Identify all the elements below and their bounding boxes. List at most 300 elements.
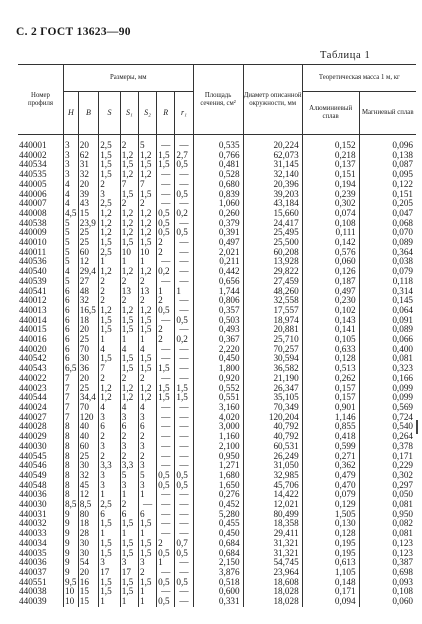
cell-area: 0,806 [193,296,243,306]
cell-mass-mg: 0,108 [359,587,416,597]
cell-r: — [157,510,175,520]
table-row [18,374,416,384]
cell-area: 0,379 [193,219,243,229]
cell-mass-mg: 0,540 [359,422,416,432]
cell-s: 4 [99,403,121,413]
cell-r: 1,5 [157,364,175,374]
table-row [18,141,416,151]
cell-h: 5 [63,248,78,258]
cell-mass-mg: 0,122 [359,180,416,190]
cell-diameter: 32,140 [243,170,302,180]
cell-profile: 440032 [18,519,63,529]
cell-h: 5 [63,238,78,248]
cell-mass-al: 0,152 [302,141,359,151]
cell-b: 40 [78,432,98,442]
cell-s1: 1,5 [120,364,138,374]
cell-diameter: 26,347 [243,384,302,394]
cell-r1: 0,5 [175,578,193,588]
cell-s: 1 [99,257,121,267]
header-dim-s1: S₁ [120,92,138,135]
cell-profile: 440545 [18,452,63,462]
cell-s2: 1,2 [138,170,156,180]
cell-h: 4 [63,180,78,190]
cell-r1: 0,2 [175,335,193,345]
table-row [18,190,416,200]
cell-b: 34,4 [78,393,98,403]
cell-b: 32 [78,471,98,481]
table-row [18,238,416,248]
cell-s2: 1,5 [138,316,156,326]
cell-r: 2 [157,296,175,306]
cell-h: 8 [63,452,78,462]
cell-h: 5 [63,277,78,287]
cell-diameter: 23,964 [243,568,302,578]
cell-s2: 1,2 [138,209,156,219]
cell-r1: — [175,500,193,510]
cell-s1: 2 [120,277,138,287]
table-row [18,558,416,568]
cell-r: 0,5 [157,306,175,316]
cell-mass-mg: 0,151 [359,190,416,200]
cell-diameter: 31,050 [243,461,302,471]
cell-s2: 3 [138,413,156,423]
table-row [18,422,416,432]
cell-mass-al: 0,418 [302,432,359,442]
cell-b: 39 [78,190,98,200]
cell-h: 8 [63,481,78,491]
cell-b: 62 [78,151,98,161]
cell-mass-al: 0,479 [302,471,359,481]
cell-b: 45 [78,481,98,491]
cell-s: 1 [99,529,121,539]
cell-s2: 1,2 [138,306,156,316]
cell-area: 0,367 [193,335,243,345]
cell-r1: — [175,277,193,287]
cell-s: 1,5 [99,238,121,248]
cell-b: 43 [78,199,98,209]
cell-profile: 440542 [18,354,63,364]
cell-mass-al: 0,137 [302,160,359,170]
cell-area: 0,493 [193,325,243,335]
cell-mass-al: 0,157 [302,384,359,394]
cell-diameter: 31,321 [243,539,302,549]
cell-h: 4 [63,199,78,209]
cell-mass-al: 0,108 [302,219,359,229]
cell-r: 1,5 [157,160,175,170]
cell-b: 30 [78,549,98,559]
cell-mass-al: 0,513 [302,364,359,374]
cell-r: — [157,190,175,200]
cell-s1: 6 [120,510,138,520]
cell-h: 8 [63,490,78,500]
cell-h: 8,5 [64,500,77,510]
cell-s: 7 [99,364,121,374]
cell-s1: 1 [120,257,138,267]
cell-r1: 0,5 [175,481,193,491]
cell-b: 25 [78,238,98,248]
cell-s1: 1 [120,597,138,607]
cell-area: 0,552 [193,384,243,394]
cell-h: 6 [63,335,78,345]
cell-s1: 1,2 [120,267,138,277]
cell-b: 25 [78,335,98,345]
cell-profile: 440536 [18,257,63,267]
cell-s2: 4 [138,345,156,355]
cell-diameter: 25,710 [243,335,302,345]
cell-s1: 1,5 [120,519,138,529]
cell-s1: 4 [120,345,138,355]
cell-profile: 440013 [18,306,63,316]
cell-s2: 4 [138,403,156,413]
cell-diameter: 14,422 [243,490,302,500]
cell-profile: 440005 [18,180,63,190]
cell-profile: 440012 [18,296,63,306]
cell-diameter: 60,208 [243,248,302,258]
cell-r1: — [175,219,193,229]
cell-s2: 2 [138,452,156,462]
cell-mass-mg: 0,297 [359,481,416,491]
cell-s: 6 [99,422,121,432]
cell-r1: — [175,510,193,520]
page-header-standard: С. 2 ГОСТ 13623—90 [16,26,131,38]
cell-mass-mg: 0,050 [359,490,416,500]
table-row [18,257,416,267]
cell-area: 0,331 [193,597,243,607]
cell-s2: 1,2 [138,384,156,394]
cell-mass-al: 0,497 [302,287,359,297]
cell-s1: 1,2 [120,151,138,161]
cell-r1: — [175,432,193,442]
cell-mass-mg: 0,087 [359,160,416,170]
cell-area: 2,220 [193,345,243,355]
cell-diameter: 32,558 [243,296,302,306]
cell-diameter: 20,396 [243,180,302,190]
cell-mass-al: 0,157 [302,393,359,403]
header-dim-r1: r₁ [175,92,193,135]
cell-s: 2 [99,432,121,442]
cell-profile: 440548 [18,481,63,491]
cell-h: 6 [63,345,78,355]
cell-s: 1,5 [99,170,121,180]
cell-s: 2 [99,296,121,306]
cell-h: 7 [63,403,78,413]
cell-profile: 440535 [18,170,63,180]
cell-mass-al: 0,633 [302,345,359,355]
cell-area: 1,271 [193,461,243,471]
cell-h: 7 [63,413,78,423]
cell-profile: 440033 [18,529,63,539]
cell-mass-al: 0,105 [302,335,359,345]
header-mass-group: Теоретическая масса 1 м, кг [302,65,416,92]
cell-h: 4 [63,190,78,200]
cell-r: 1,5 [157,384,175,394]
cell-r: — [157,529,175,539]
cell-r1: — [175,345,193,355]
cell-r: — [157,345,175,355]
cell-profile: 440539 [18,277,63,287]
header-dim-s: S [99,92,121,135]
table-row [18,393,416,403]
cell-s2: 1,2 [138,267,156,277]
cell-r: — [157,422,175,432]
cell-mass-mg: 0,081 [359,529,416,539]
cell-s2: 3 [138,558,156,568]
cell-s: 1,2 [99,393,121,403]
cell-s: 2 [99,374,121,384]
cell-s2: 1,5 [138,354,156,364]
cell-mass-mg: 0,364 [359,248,416,258]
cell-profile: 440002 [18,151,63,161]
cell-h: 8 [63,461,78,471]
table-row [18,587,416,597]
cell-r: 1,5 [157,393,175,403]
cell-s: 2,5 [99,141,121,151]
cell-area: 0,920 [193,374,243,384]
cell-area: 2,100 [193,442,243,452]
cell-b: 8,5 [78,500,98,510]
cell-profile: 440015 [18,325,63,335]
cell-s2: 1,5 [138,190,156,200]
table-row [18,160,416,170]
cell-r1: 2,7 [175,151,193,161]
cell-b: 25 [78,452,98,462]
cell-mass-al: 0,129 [302,500,359,510]
header-dim-s2: S₂ [138,92,156,135]
cell-mass-al: 1,146 [302,413,359,423]
cell-s1: 1 [120,490,138,500]
cell-r: — [157,141,175,151]
cell-s: 2 [99,180,121,190]
cell-s1: 1,2 [120,384,138,394]
cell-s: 1,5 [99,519,121,529]
header-dim-r: R [157,92,175,135]
cell-area: 5,280 [193,510,243,520]
cell-profile: 440030 [18,500,63,510]
cell-s: 1,5 [99,151,121,161]
cell-area: 0,391 [193,228,243,238]
cell-profile: 440027 [18,413,63,423]
cell-r1: — [175,248,193,258]
cell-mass-al: 0,230 [302,296,359,306]
cell-h: 9 [63,539,78,549]
cell-area: 1,060 [193,199,243,209]
cell-s2: 2 [138,374,156,384]
cell-diameter: 32,985 [243,471,302,481]
cell-mass-al: 0,194 [302,180,359,190]
cell-r1: — [175,452,193,462]
cell-mass-al: 0,362 [302,461,359,471]
cell-b: 25 [78,228,98,238]
cell-s: 1,2 [99,267,121,277]
cell-diameter: 45,706 [243,481,302,491]
cell-r: 0,5 [157,219,175,229]
cell-mass-al: 0,271 [302,452,359,462]
cell-r: — [157,277,175,287]
cell-h: 6,5 [64,364,77,374]
cell-area: 1,744 [193,287,243,297]
cell-r1: — [175,529,193,539]
cell-mass-al: 0,128 [302,354,359,364]
cell-diameter: 31,321 [243,549,302,559]
cell-r1: — [175,374,193,384]
cell-mass-al: 0,195 [302,539,359,549]
cell-s2: 1,5 [138,519,156,529]
cell-r1: — [175,199,193,209]
cell-s1: 6 [120,422,138,432]
cell-mass-al: 0,262 [302,374,359,384]
cell-s1: 1,5 [120,316,138,326]
cell-mass-al: 0,141 [302,325,359,335]
cell-r: 2 [157,539,175,549]
cell-mass-mg: 0,229 [359,461,416,471]
cell-mass-mg: 0,079 [359,267,416,277]
cell-r1: 0,5 [175,316,193,326]
cell-b: 28 [78,529,98,539]
cell-area: 0,518 [193,578,243,588]
cell-s: 2 [99,277,121,287]
cell-mass-al: 0,171 [302,587,359,597]
cell-h: 6 [63,306,78,316]
cell-b: 20 [78,141,98,151]
cell-b: 48 [78,287,98,297]
cell-profile: 440538 [18,219,63,229]
cell-r: 0,5 [157,597,175,607]
header-diameter: Диаметр описанной окружности, мм [243,65,302,135]
cell-r: — [157,519,175,529]
cell-s: 1 [99,490,121,500]
cell-profile: 440039 [18,597,63,607]
table-caption: Таблица 1 [320,50,371,61]
cell-area: 0,503 [193,316,243,326]
cell-s1: 1,2 [120,228,138,238]
cell-s1: 1,5 [120,549,138,559]
cell-profile: 440014 [18,316,63,326]
cell-b: 120 [78,413,98,423]
cell-b: 15 [78,597,98,607]
cell-b: 40 [78,422,98,432]
cell-h: 6 [63,354,78,364]
table-row [18,403,416,413]
cell-h: 8 [63,432,78,442]
cell-s2: 1,2 [138,228,156,238]
cell-b: 32 [78,296,98,306]
cell-s1: 2 [120,374,138,384]
cell-mass-mg: 0,081 [359,354,416,364]
cell-mass-mg: 0,400 [359,345,416,355]
cell-mass-al: 0,576 [302,248,359,258]
cell-s1: 1,2 [120,209,138,219]
table-row [18,568,416,578]
cell-r: 1 [157,287,175,297]
cell-diameter: 18,358 [243,519,302,529]
cell-h: 8 [63,422,78,432]
cell-mass-mg: 0,205 [359,199,416,209]
cell-mass-mg: 0,569 [359,403,416,413]
cell-b: 15 [78,587,98,597]
cell-h: 4 [63,267,78,277]
cell-r: — [157,316,175,326]
cell-s: 3 [99,413,121,423]
cell-r1: — [175,180,193,190]
table-row [18,471,416,481]
cell-area: 3,000 [193,422,243,432]
cell-r: — [157,442,175,452]
cell-h: 9 [63,558,78,568]
cell-s2: 1 [138,490,156,500]
cell-mass-al: 0,195 [302,549,359,559]
cell-s: 2 [99,287,121,297]
cell-b: 27 [78,277,98,287]
cell-b: 20 [78,568,98,578]
cell-r: 0,5 [157,549,175,559]
cell-s2: 1,5 [138,549,156,559]
cell-s: 3 [99,481,121,491]
cell-r: 0,2 [157,267,175,277]
cell-profile: 440546 [18,461,63,471]
cell-area: 0,656 [193,277,243,287]
cell-diameter: 39,203 [243,190,302,200]
cell-area: 0,455 [193,519,243,529]
table-row [18,384,416,394]
cell-s2: 5 [138,471,156,481]
cell-r1: 0,5 [175,190,193,200]
cell-s1: 2 [120,199,138,209]
cell-mass-al: 0,060 [302,257,359,267]
cell-s1: 1,5 [120,238,138,248]
cell-r1: — [175,296,193,306]
cell-b: 20 [78,325,98,335]
cell-area: 0,450 [193,529,243,539]
cell-r1: — [175,306,193,316]
cell-s1: 2 [120,432,138,442]
cell-s2: 1,5 [138,364,156,374]
cell-s: 1,5 [99,325,121,335]
cell-profile: 440024 [18,403,63,413]
cell-r: 2 [157,238,175,248]
cell-s2: 6 [138,422,156,432]
cell-mass-al: 1,105 [302,568,359,578]
cell-s: 3 [99,471,121,481]
cell-r: — [157,500,175,510]
cell-h: 9 [63,510,78,520]
cell-r1: — [175,403,193,413]
cell-diameter: 120,204 [243,413,302,423]
cell-mass-mg: 0,068 [359,219,416,229]
cell-r1: 0,2 [175,209,193,219]
cell-r1: 1,5 [175,384,193,394]
cell-h: 7 [63,374,78,384]
cell-diameter: 35,105 [243,393,302,403]
cell-profile: 440540 [18,267,63,277]
cell-s: 1,2 [99,209,121,219]
cell-r1: — [175,558,193,568]
cell-profile: 440028 [18,422,63,432]
cell-area: 0,452 [193,500,243,510]
cell-s2: 1 [138,257,156,267]
cell-s2: 2 [138,296,156,306]
cell-s2: 1 [138,597,156,607]
table-row [18,510,416,520]
cell-diameter: 18,028 [243,597,302,607]
table-row [18,597,416,607]
cell-r: 1,5 [157,151,175,161]
cell-h: 9 [63,549,78,559]
cell-diameter: 54,745 [243,558,302,568]
cell-mass-al: 0,148 [302,578,359,588]
cell-area: 0,528 [193,170,243,180]
cell-b: 30 [78,354,98,364]
cell-r: — [157,413,175,423]
